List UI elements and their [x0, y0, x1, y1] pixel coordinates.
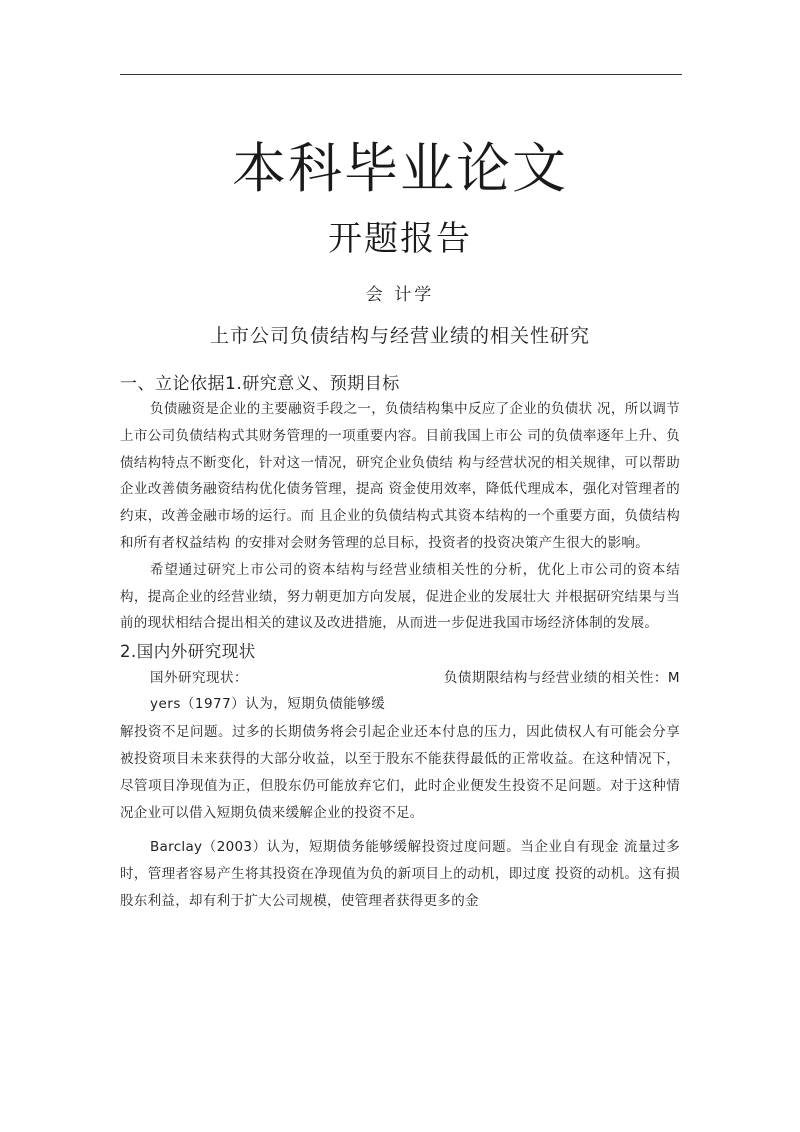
header-rule	[120, 74, 682, 75]
section1-paragraph-1: 负债融资是企业的主要融资手段之一，负债结构集中反应了企业的负债状 况，所以调节上市公司负债结构式其财务管理的一项重要内容。目前我国上市公 司的负债率逐年上升、负债结构特点不断变化，针对这一情况，研究企业负债结 构与经营状况的相关规律，可以帮助企业改善债务融资结构优化债务管理，提高 资金使用效率，降低代理成本，强化对管理者的约束，改善金融市场的运行。而 且企业的负债结构式其资本结构的一个重要方面，负债结构和所有者权益结构 的安排对会财务管理的总目标，投资者的投资决策产生很大的影响。	[120, 401, 680, 551]
document-main-title: 本科毕业论文	[232, 137, 568, 200]
document-sub-title: 开题报告	[328, 219, 472, 259]
section1-paragraph-2: 希望通过研究上市公司的资本结构与经营业绩相关性的分析，优化上市公司的资本结构，提高企业的经营业绩，努力朝更加方向发展，促进企业的发展壮大 并根据研究结果与当前的现状相结合提出相关的建议及改进措施，从而进一步促进我国市场经济体制的发展。	[120, 561, 680, 632]
continuation-line: yers（1977）认为，短期负债能够缓	[150, 696, 386, 713]
foreign-research-label: 国外研究现状：	[150, 670, 248, 687]
foreign-research-row	[120, 665, 680, 691]
thesis-title: 上市公司负债结构与经营业绩的相关性研究	[209, 325, 590, 347]
body-content	[120, 372, 680, 915]
topic-label: 负债期限结构与经营业绩的相关性：M	[443, 670, 680, 687]
section2-heading: 2.国内外研究现状	[120, 642, 256, 662]
section2-paragraph-1: 解投资不足问题。过多的长期债务将会引起企业还本付息的压力，因此债权人有可能会分享被投资项目未来获得的大部分收益，以至于股东不能获得最低的正常收益。在这种情况下，尽管项目净现值为正，但股东仍可能放弃它们，此时企业便发生投资不足问题。对于这种情况企业可以借入短期负债来缓解企业的投资不足。	[120, 724, 680, 821]
section2-paragraph-2: Barclay（2003）认为，短期债务能够缓解投资过度问题。当企业自有现金 流量过多时，管理者容易产生将其投资在净现值为负的新项目上的动机，即过度 投资的动机。这有损股东利益，却有利于扩大公司规模，使管理者获得更多的金	[120, 839, 680, 909]
major-label: 会 计学	[365, 285, 435, 305]
section1-heading: 一、立论依据1.研究意义、预期目标	[120, 374, 400, 394]
